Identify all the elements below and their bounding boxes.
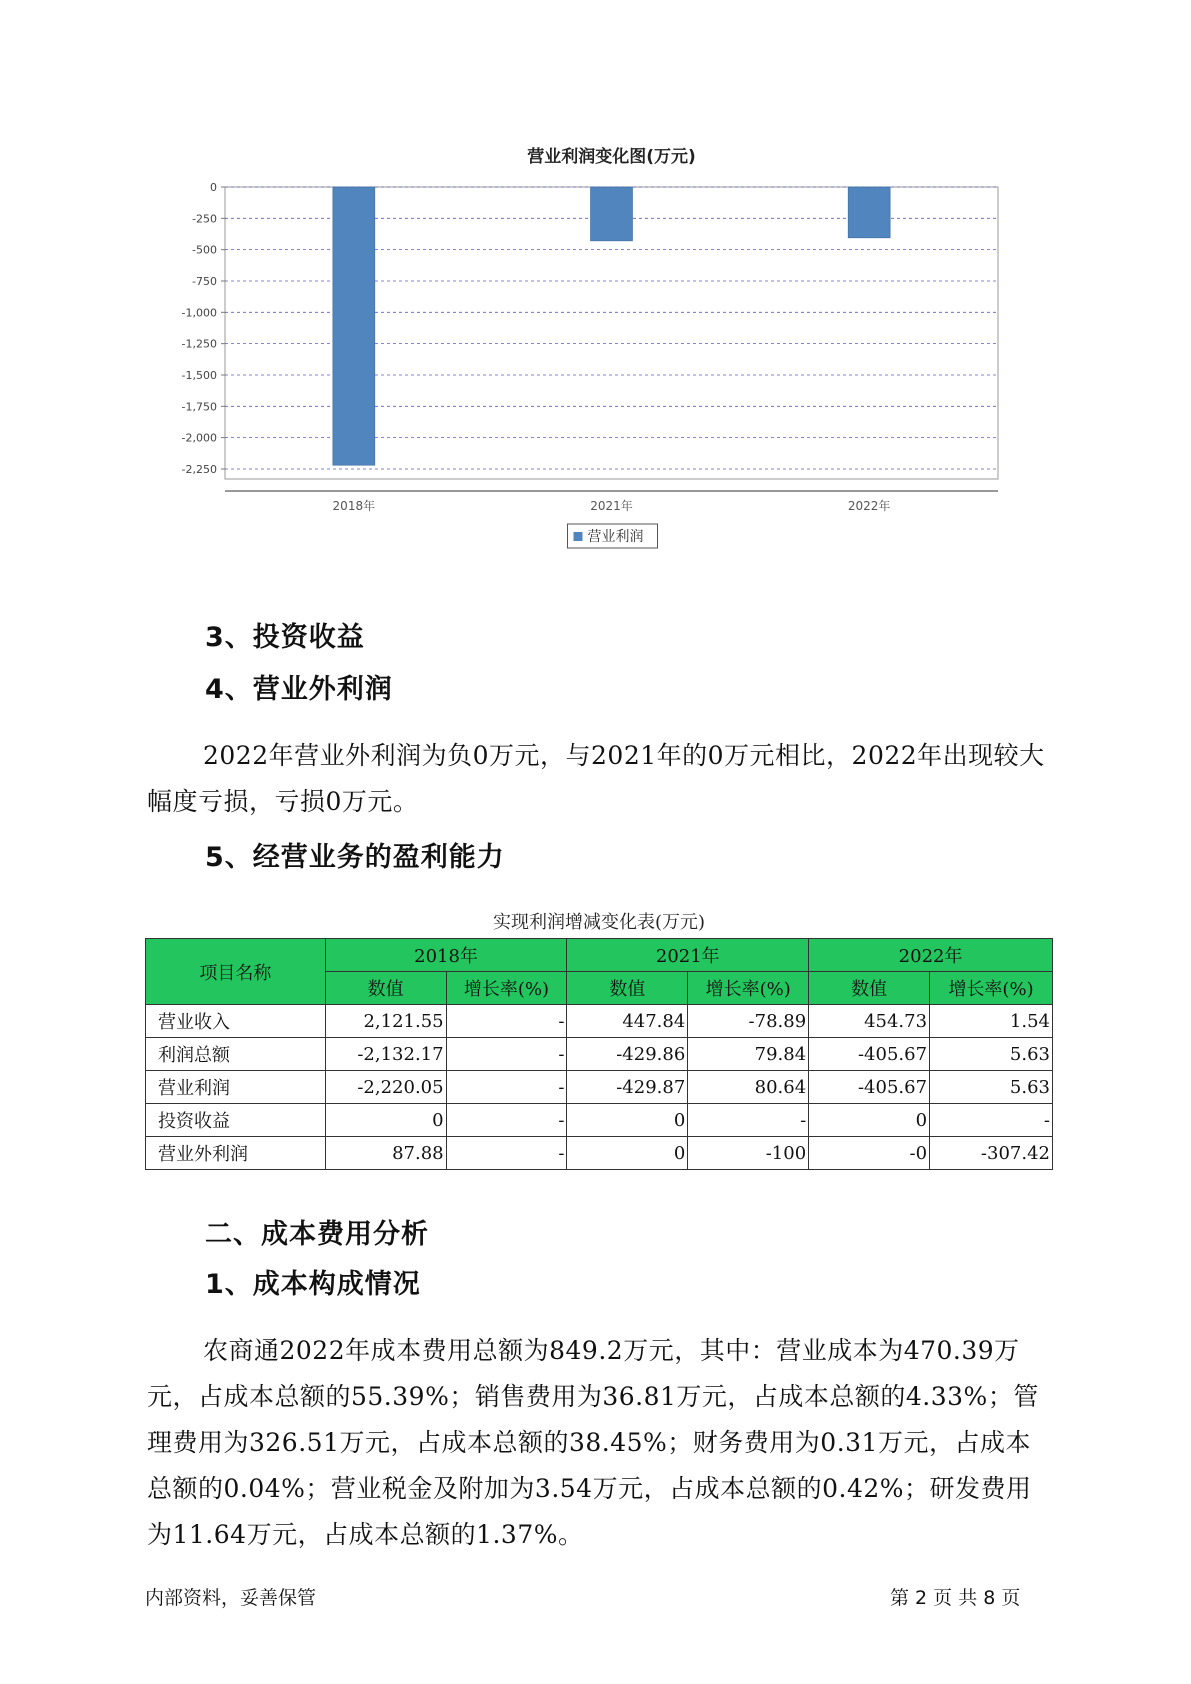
y-tick-label: -1,500 (181, 368, 217, 382)
subheader-growth: 增长率(%) (446, 972, 567, 1005)
cell-growth: 1.54 (930, 1005, 1053, 1038)
cell-value: -2,132.17 (325, 1038, 446, 1071)
cell-growth: - (446, 1104, 567, 1137)
cell-value: 0 (567, 1137, 688, 1170)
cell-value: -2,220.05 (325, 1071, 446, 1104)
cell-value: 87.88 (325, 1137, 446, 1170)
table-row (146, 1038, 1053, 1071)
heading-investment-income: 3、投资收益 (205, 622, 365, 653)
cell-growth: - (446, 1038, 567, 1071)
table-row (146, 1137, 1053, 1170)
header-year-2018: 2018年 (325, 939, 567, 972)
paragraph-cost-composition: 农商通2022年成本费用总额为849.2万元，其中：营业成本为470.39万元，占成本总额的55.39%；销售费用为36.81万元，占成本总额的4.33%；管理费用为326.51万元，占成本总额的38.45%；财务费用为0.31万元，占成本总额的0.04%；营业税金及附加为3.54万元，占成本总额的0.42%；研发费用为11.64万元，占成本总额的1.37%。 (147, 1336, 1039, 1549)
header-year-2021: 2021年 (567, 939, 809, 972)
cell-growth: - (446, 1071, 567, 1104)
subheader-growth: 增长率(%) (688, 972, 809, 1005)
table-row (146, 1071, 1053, 1104)
y-tick-label: -2,000 (181, 431, 217, 445)
legend-swatch (574, 532, 583, 541)
subheader-value: 数值 (325, 972, 446, 1005)
cell-growth: 5.63 (930, 1038, 1053, 1071)
heading-cost-analysis: 二、成本费用分析 (205, 1219, 429, 1250)
cell-growth: -307.42 (930, 1137, 1053, 1170)
cell-value: -405.67 (809, 1038, 930, 1071)
y-tick-label: 0 (210, 181, 217, 194)
bar-2018年 (333, 187, 375, 465)
cell-growth: -78.89 (688, 1005, 809, 1038)
profit-chart (140, 140, 1020, 590)
heading-non-operating-profit: 4、营业外利润 (205, 674, 393, 705)
header-year-2022: 2022年 (809, 939, 1053, 972)
row-label: 营业收入 (146, 1005, 326, 1038)
cell-value: 447.84 (567, 1005, 688, 1038)
cell-value: 0 (567, 1104, 688, 1137)
y-tick-label: -500 (192, 243, 217, 257)
row-label: 利润总额 (146, 1038, 326, 1071)
profit-change-table (145, 938, 1053, 1170)
row-label: 营业利润 (146, 1071, 326, 1104)
chart-title: 营业利润变化图(万元) (527, 147, 696, 167)
table-row (146, 1104, 1053, 1137)
row-label: 投资收益 (146, 1104, 326, 1137)
subheader-growth: 增长率(%) (930, 972, 1053, 1005)
cell-value: 454.73 (809, 1005, 930, 1038)
x-tick-label: 2022年 (847, 499, 891, 513)
bar-2021年 (591, 187, 633, 241)
subheader-value: 数值 (567, 972, 688, 1005)
y-tick-label: -2,250 (181, 462, 217, 476)
y-tick-label: -1,750 (181, 400, 217, 414)
cell-value: 0 (325, 1104, 446, 1137)
y-tick-label: -750 (192, 274, 217, 288)
x-tick-label: 2018年 (332, 499, 376, 513)
cell-growth: - (446, 1137, 567, 1170)
footer-confidential: 内部资料，妥善保管 (145, 1587, 317, 1609)
cell-growth: - (688, 1104, 809, 1137)
table-caption: 实现利润增减变化表(万元) (492, 912, 706, 933)
bar-2022年 (848, 187, 890, 238)
cell-value: -429.87 (567, 1071, 688, 1104)
table-row (146, 1005, 1053, 1038)
cell-value: -405.67 (809, 1071, 930, 1104)
cell-value: -429.86 (567, 1038, 688, 1071)
paragraph-non-operating-profit: 2022年营业外利润为负0万元，与2021年的0万元相比，2022年出现较大幅度亏损，亏损0万元。 (147, 741, 1045, 816)
heading-profitability: 5、经营业务的盈利能力 (205, 842, 505, 873)
cell-value: 2,121.55 (325, 1005, 446, 1038)
footer-page-number: 第 2 页 共 8 页 (890, 1587, 1021, 1609)
profit-chart-svg (140, 140, 1020, 590)
legend-label: 营业利润 (587, 529, 644, 545)
cell-growth: 79.84 (688, 1038, 809, 1071)
heading-cost-composition: 1、成本构成情况 (205, 1269, 421, 1300)
y-tick-label: -250 (192, 212, 217, 226)
cell-growth: 80.64 (688, 1071, 809, 1104)
cell-growth: - (930, 1104, 1053, 1137)
subheader-value: 数值 (809, 972, 930, 1005)
y-tick-label: -1,250 (181, 337, 217, 351)
cell-growth: - (446, 1005, 567, 1038)
cell-value: 0 (809, 1104, 930, 1137)
row-label: 营业外利润 (146, 1137, 326, 1170)
cell-value: -0 (809, 1137, 930, 1170)
y-tick-label: -1,000 (181, 306, 217, 320)
cell-growth: 5.63 (930, 1071, 1053, 1104)
cell-growth: -100 (688, 1137, 809, 1170)
header-item-name: 项目名称 (146, 939, 326, 1005)
x-tick-label: 2021年 (590, 499, 633, 513)
